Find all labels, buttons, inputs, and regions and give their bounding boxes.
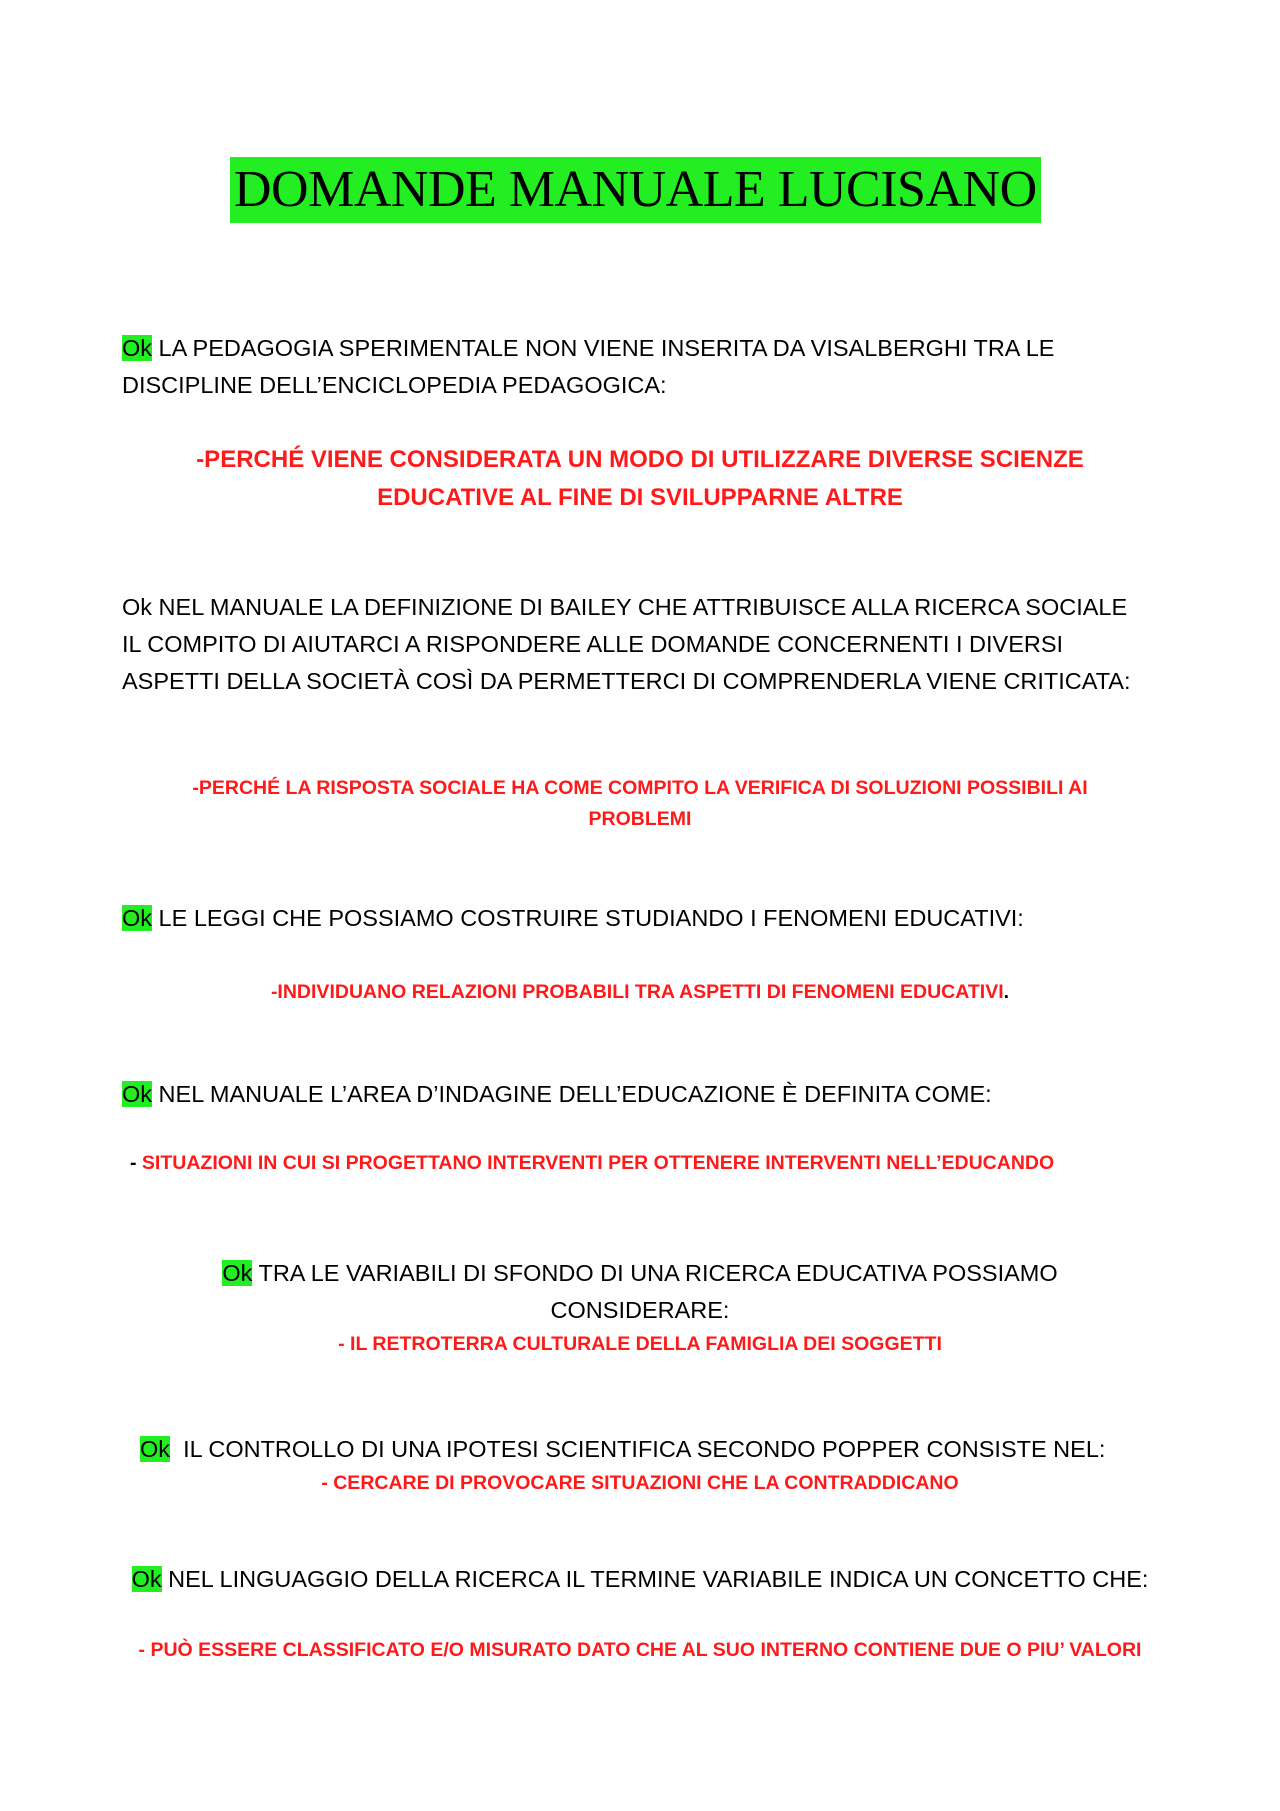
document-title: DOMANDE MANUALE LUCISANO [230,157,1041,223]
question-2: Ok NEL MANUALE LA DEFINIZIONE DI BAILEY CHE ATTRIBUISCE ALLA RICERCA SOCIALE IL COMPITO DI AIUTARCI A RISPONDERE ALLE DOMANDE CONCERNENTI I DIVERSI ASPETTI DELLA SOCIETÀ COSÌ DA PERMETTERCI DI COMPRENDERLA VIENE CRITICATA: [122,594,1131,694]
question-text: TRA LE VARIABILI DI SFONDO DI UNA RICERCA EDUCATIVA POSSIAMO CONSIDERARE: [252,1260,1058,1323]
answer-4 [130,1148,1170,1179]
question-1 [122,330,1152,404]
answer-1: -PERCHÉ VIENE CONSIDERATA UN MODO DI UTILIZZARE DIVERSE SCIENZE EDUCATIVE AL FINE DI SVILUPPARNE ALTRE [196,446,1084,511]
answer-text: SITUAZIONI IN CUI SI PROGETTANO INTERVENTI PER OTTENERE INTERVENTI NELL’EDUCANDO [141,1152,1055,1174]
ok-mark: Ok [122,335,153,361]
question-text: IL CONTROLLO DI UNA IPOTESI SCIENTIFICA SECONDO POPPER CONSISTE NEL: [170,1436,1106,1462]
ok-mark: Ok [122,905,153,931]
answer-2: -PERCHÉ LA RISPOSTA SOCIALE HA COME COMPITO LA VERIFICA DI SOLUZIONI POSSIBILI AI PROBLEMI [192,777,1088,830]
question-text: LE LEGGI CHE POSSIAMO COSTRUIRE STUDIANDO I FENOMENI EDUCATIVI: [152,905,1024,931]
ok-mark: Ok [222,1260,253,1286]
answer-dash: - [130,1152,142,1174]
question-5 [170,1255,1110,1329]
answer-6: - CERCARE DI PROVOCARE SITUAZIONI CHE LA CONTRADDICANO [321,1472,959,1494]
question-6 [140,1431,1220,1468]
question-3 [122,900,1182,937]
question-7 [120,1561,1160,1598]
answer-7: - PUÒ ESSERE CLASSIFICATO E/O MISURATO DATO CHE AL SUO INTERNO CONTIENE DUE O PIU’ VALORI [138,1639,1142,1661]
question-text: NEL MANUALE L’AREA D’INDAGINE DELL’EDUCAZIONE È DEFINITA COME: [152,1081,992,1107]
ok-mark: Ok [140,1436,171,1462]
question-text: NEL LINGUAGGIO DELLA RICERCA IL TERMINE VARIABILE INDICA UN CONCETTO CHE: [161,1566,1149,1592]
ok-mark: Ok [122,1081,153,1107]
answer-5: - IL RETROTERRA CULTURALE DELLA FAMIGLIA DEI SOGGETTI [338,1333,942,1355]
answer-text: -INDIVIDUANO RELAZIONI PROBABILI TRA ASPETTI DI FENOMENI EDUCATIVI [270,981,1004,1003]
ok-mark: Ok [131,1566,162,1592]
question-text: LA PEDAGOGIA SPERIMENTALE NON VIENE INSERITA DA VISALBERGHI TRA LE DISCIPLINE DELL’ENCICLOPEDIA PEDAGOGICA: [122,335,1055,398]
answer-period: . [1003,981,1010,1003]
question-4 [122,1076,1182,1113]
answer-3 [130,977,1150,1008]
